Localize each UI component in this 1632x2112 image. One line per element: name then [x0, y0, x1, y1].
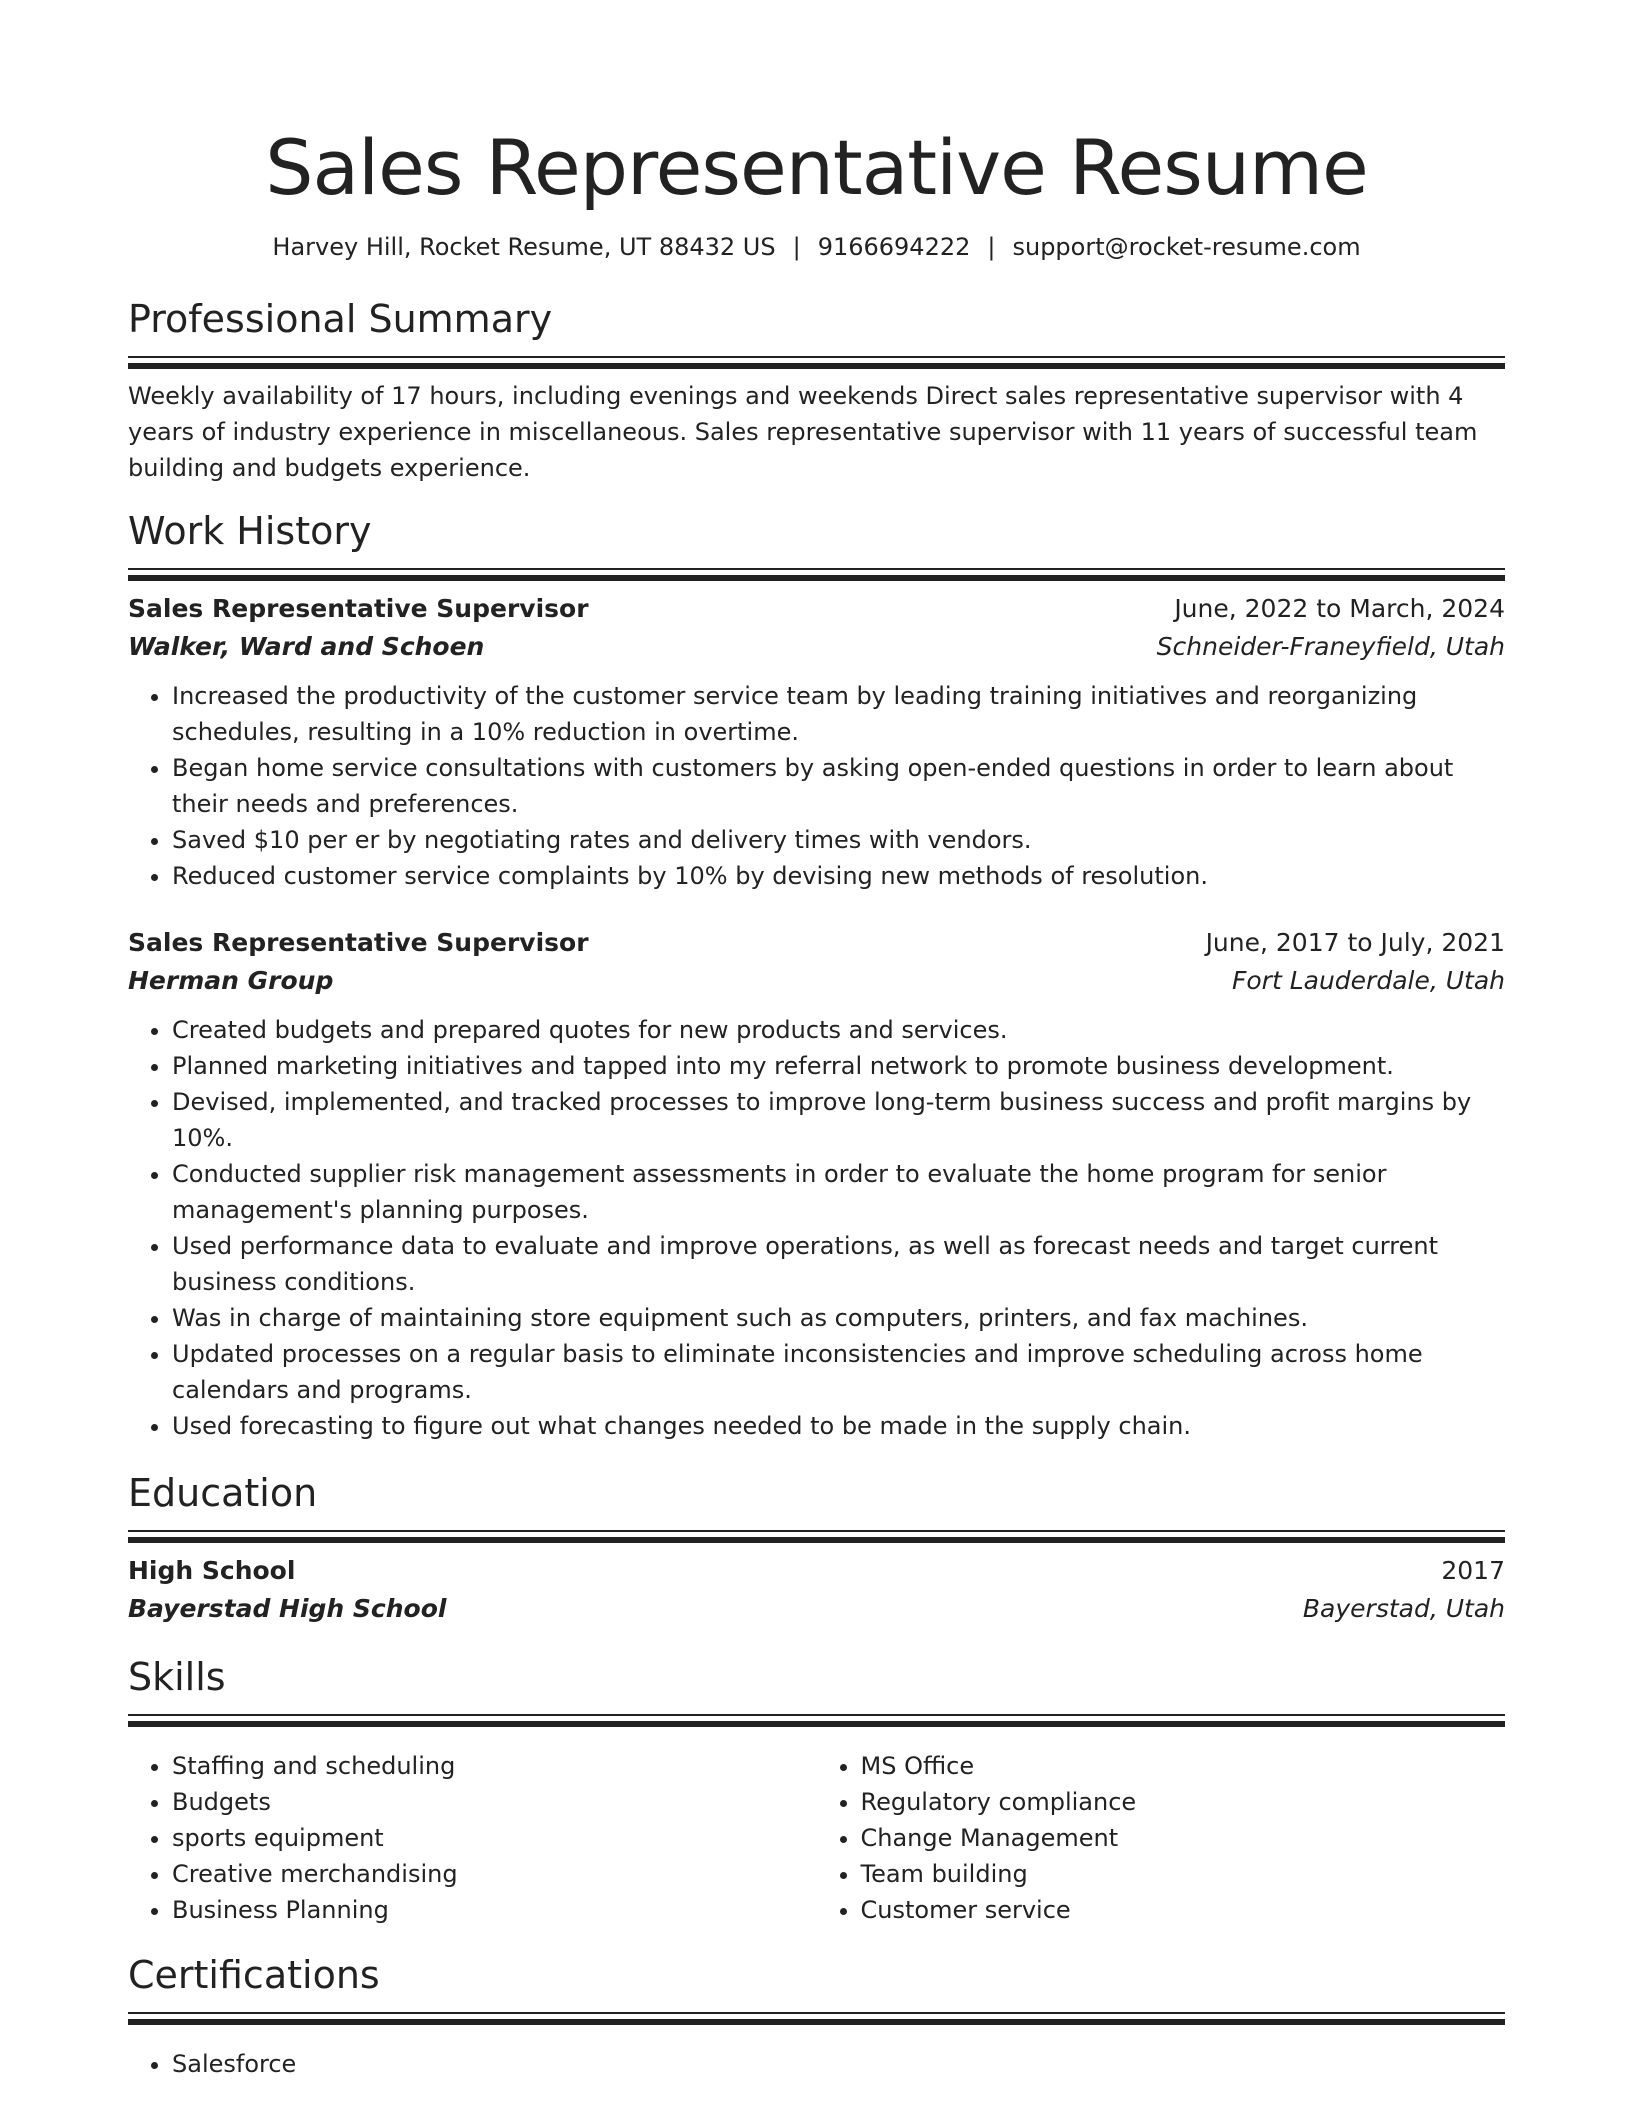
summary-section	[128, 294, 1505, 486]
job-title-row	[128, 924, 1505, 962]
job-location: Schneider-Franeyfield, Utah	[1156, 632, 1505, 661]
job-bullet-list	[128, 678, 1505, 894]
job-dates: June, 2017 to July, 2021	[1205, 928, 1505, 957]
list-item: • Business Planning	[172, 1892, 817, 1928]
skills-list-right	[817, 1748, 1506, 1928]
list-item: • Customer service	[861, 1892, 1506, 1928]
section-heading-work-history: Work History	[128, 509, 372, 553]
list-item: • Planned marketing initiatives and tapped into my referral network to promote business development.	[172, 1048, 1505, 1084]
section-heading-education: Education	[128, 1471, 318, 1515]
list-item: • Saved $10 per er by negotiating rates and delivery times with vendors.	[172, 822, 1505, 858]
list-item: • Team building	[861, 1856, 1506, 1892]
section-heading-certifications: Certifications	[128, 1953, 380, 1997]
job-company: Walker, Ward and Schoen	[128, 632, 485, 661]
list-item: • MS Office	[861, 1748, 1506, 1784]
list-item: • Began home service consultations with customers by asking open-ended questions in order to learn about their needs and preferences.	[172, 750, 1505, 822]
education-location: Bayerstad, Utah	[1302, 1594, 1505, 1623]
contact-address: Harvey Hill, Rocket Resume, UT 88432 US	[272, 233, 776, 261]
job-dates: June, 2022 to March, 2024	[1174, 594, 1505, 623]
section-heading-skills: Skills	[128, 1655, 226, 1699]
section-divider	[128, 1530, 1505, 1552]
list-item: • Created budgets and prepared quotes for new products and services.	[172, 1012, 1505, 1048]
list-item: • Updated processes on a regular basis to eliminate inconsistencies and improve scheduling across home calendars and programs.	[172, 1336, 1505, 1408]
list-item: • Devised, implemented, and tracked processes to improve long-term business success and profit margins by 10%.	[172, 1084, 1505, 1156]
skills-grid	[128, 1736, 1505, 1928]
work-history-section	[128, 506, 1505, 1444]
list-item: • Staffing and scheduling	[172, 1748, 817, 1784]
list-item: • Regulatory compliance	[861, 1784, 1506, 1820]
summary-text: Weekly availability of 17 hours, including evenings and weekends Direct sales representative supervisor with 4 years of industry experience in miscellaneous. Sales representative supervisor with 11 years of successful team building and budgets experience.	[128, 382, 1478, 482]
job-company-row	[128, 628, 1505, 666]
job-entry	[128, 924, 1505, 1444]
section-divider	[128, 568, 1505, 590]
job-location: Fort Lauderdale, Utah	[1232, 966, 1505, 995]
education-degree: High School	[128, 1556, 296, 1585]
section-heading-summary: Professional Summary	[128, 297, 553, 341]
job-title: Sales Representative Supervisor	[128, 928, 589, 957]
list-item: • Reduced customer service complaints by 10% by devising new methods of resolution.	[172, 858, 1505, 894]
certifications-section	[128, 1950, 1505, 2082]
contact-phone: 9166694222	[817, 233, 971, 261]
section-divider	[128, 2012, 1505, 2034]
job-entry	[128, 590, 1505, 894]
certifications-list	[128, 2046, 1505, 2082]
list-item: • Was in charge of maintaining store equipment such as computers, printers, and fax machines.	[172, 1300, 1505, 1336]
section-divider	[128, 1714, 1505, 1736]
education-degree-row	[128, 1552, 1505, 1590]
list-item: • Used forecasting to figure out what changes needed to be made in the supply chain.	[172, 1408, 1505, 1444]
list-item: • Budgets	[172, 1784, 817, 1820]
list-item: • Change Management	[861, 1820, 1506, 1856]
job-title-row	[128, 590, 1505, 628]
skills-list-left	[128, 1748, 817, 1928]
education-school: Bayerstad High School	[128, 1594, 447, 1623]
list-item: • Increased the productivity of the customer service team by leading training initiatives and reorganizing schedules, resulting in a 10% reduction in overtime.	[172, 678, 1505, 750]
section-divider	[128, 356, 1505, 378]
job-company-row	[128, 962, 1505, 1000]
list-item: • Creative merchandising	[172, 1856, 817, 1892]
job-bullet-list	[128, 1012, 1505, 1444]
skills-section	[128, 1652, 1505, 1928]
list-item: • Salesforce	[172, 2046, 1505, 2082]
contact-email: support@rocket-resume.com	[1012, 233, 1361, 261]
resume-title: Sales Representative Resume	[265, 123, 1368, 212]
contact-separator: |	[792, 233, 801, 261]
education-school-row	[128, 1590, 1505, 1628]
list-item: • sports equipment	[172, 1820, 817, 1856]
contact-separator: |	[987, 233, 996, 261]
list-item: • Conducted supplier risk management assessments in order to evaluate the home program for senior management's planning purposes.	[172, 1156, 1505, 1228]
job-title: Sales Representative Supervisor	[128, 594, 589, 623]
education-year: 2017	[1441, 1556, 1505, 1585]
education-section	[128, 1468, 1505, 1628]
contact-line	[128, 230, 1505, 264]
list-item: • Used performance data to evaluate and improve operations, as well as forecast needs and target current business conditions.	[172, 1228, 1505, 1300]
job-company: Herman Group	[128, 966, 334, 995]
